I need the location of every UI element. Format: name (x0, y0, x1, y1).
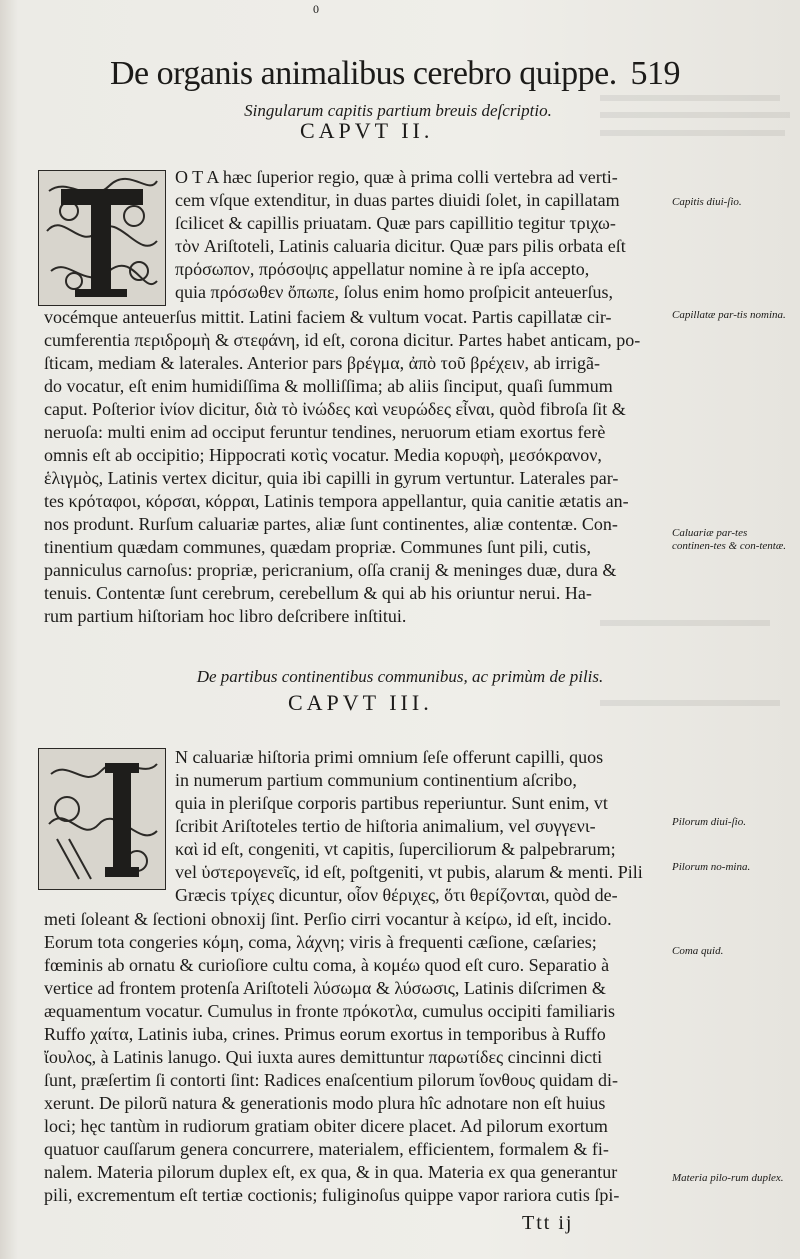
running-title: De organis animalibus cerebro quippe. (110, 55, 617, 92)
marginal-note: Coma quid. (672, 945, 724, 957)
chapter2-line: ſticam, mediam & laterales. Anterior pars βρέγμα, ἀπὸ τοῦ βρέχειν, ab irrigã- (44, 353, 600, 373)
chapter3-line: meti ſoleant & ſectioni obnoxij ſint. Perſio cirri vocantur à κείρω, id eſt, incido. (44, 909, 612, 929)
marginal-note: Capillatæ par-tis nomina. (672, 309, 786, 321)
chapter3-line: xerunt. De pilorũ natura & generationis modo plura hîc adnotare non eſt huius (44, 1093, 606, 1113)
chapter2-line: do vocatur, eſt enim humidiſſima & molliſſima; ab aliis ſinciput, quaſi ſummum (44, 376, 613, 396)
chapter3-line: loci; hęc tantùm in rudiorum gratiam obiter dicere placet. Ad pilorum exortum (44, 1116, 608, 1136)
chapter2-line: tinentium quædam communes, quædam propriæ. Communes ſunt pili, cutis, (44, 537, 591, 557)
chapter2-line: rum partium hiſtoriam hoc libro deſcribere inſtitui. (44, 606, 407, 626)
chapter3-line: in numerum partium communium continentium aſcribo, (175, 770, 577, 790)
chapter3-line: vel ὑστερογενεῖς, id eſt, poſtgeniti, vt pubis, alarum & menti. Pili (175, 862, 643, 882)
chapter3-line: æquamentum vocatur. Cumulus in fronte πρόκοτλα, cumulus occipiti familiaris (44, 1001, 616, 1021)
marginal-note: Pilorum no-mina. (672, 861, 751, 873)
chapter3-line: fœminis ab ornatu & curioſiore cultu coma, à κομέω quod eſt curo. Separatio à (44, 955, 610, 975)
decorated-initial-t (38, 170, 166, 306)
chapter2-line: cem vſque extenditur, in duas partes diuidi ſolet, in capillatam (175, 190, 620, 210)
chapter3-line: nalem. Materia pilorum duplex eſt, ex qua, & in qua. Materia ex qua generantur (44, 1162, 618, 1182)
chapter2-line: neruoſa: multi enim ad occiput feruntur tendines, neruorum etiam exortus ferè (44, 422, 606, 442)
chapter2-heading: CAPVT II. (300, 118, 434, 143)
chapter2-line: πρόσωπον, πρόσοψις appellatur nomine à re ipſa accepto, (175, 259, 590, 279)
chapter3-line: vertice ad frontem protenſa Ariſtoteli λύσωμα & λύσωσις, Latinis diſcrimen & (44, 978, 606, 998)
chapter2-line: τὸν Ariſtoteli, Latinis caluaria dicitur. Quæ pars pilis orbata eſt (175, 236, 626, 256)
chapter2-line: nos produnt. Rurſum caluariæ partes, aliæ ſunt continentes, aliæ contentæ. Con- (44, 514, 618, 534)
chapter2-line: ἑλιγμὸς, Latinis vertex dicitur, quia ibi capilli in gyrum vertuntur. Laterales par- (44, 468, 619, 488)
chapter2-subtitle: Singularum capitis partium breuis deſcriptio. (244, 101, 552, 120)
marginal-note: Caluariæ par-tes continen-tes & con-tentæ. (672, 527, 786, 552)
decorated-initial-i (38, 748, 166, 890)
page-number: 519 (630, 55, 680, 92)
ornament-initial-t-icon (39, 171, 165, 305)
chapter3-line: ἴουλος, à Latinis lanugo. Qui iuxta aures demittuntur παρωτίδες cincinni dicti (44, 1047, 603, 1067)
chapter2-line: O T A hæc ſuperior regio, quæ à prima colli vertebra ad verti- (175, 167, 618, 187)
chapter2-line: quia πρόσωθεν ὄπωπε, ſolus enim homo proſpicit anteuerſus, (175, 282, 613, 302)
top-mark: 0 (313, 2, 319, 16)
chapter3-line: Eorum tota congeries κόμη, coma, λάχνη; viris à frequenti cæſione, cæſaries; (44, 932, 597, 952)
chapter2-line: caput. Poſterior ἰνίον dicitur, διὰ τὸ ἰνώδες καὶ νευρώδες εἶναι, quòd fibroſa ſit & (44, 399, 626, 419)
chapter2-line: omnis eſt ab occipitio; Hippocrati κοτὶς vocatur. Media κορυφὴ, μεσόκρανον, (44, 445, 602, 465)
chapter3-line: καὶ id eſt, congeniti, vt capitis, ſuperciliorum & palpebrarum; (175, 839, 616, 859)
chapter3-line: ſcribit Ariſtoteles tertio de hiſtoria animalium, vel συγγενι- (175, 816, 596, 836)
chapter2-line: panniculus carnoſus: propriæ, pericranium, oſſa cranij & meninges duæ, dura & (44, 560, 617, 580)
chapter2-line: cumferentia περιδρομὴ & στεφάνη, id eſt, corona dicitur. Partes habet anticam, po- (44, 330, 641, 350)
chapter3-line: quatuor cauſſarum genera concurrere, materialem, efficientem, formalem & fi- (44, 1139, 609, 1159)
running-head (110, 55, 680, 93)
chapter3-line: N caluariæ hiſtoria primi omnium ſeſe offerunt capilli, quos (175, 747, 604, 767)
chapter2-line: ſcilicet & capillis priuatam. Quæ pars capillitio tegitur τριχω- (175, 213, 616, 233)
chapter3-subtitle: De partibus continentibus communibus, ac primùm de pilis. (196, 667, 604, 686)
marginal-note: Capitis diui-ſio. (672, 196, 742, 208)
chapter2-line: vocémque anteuerſus mittit. Latini faciem & vultum vocat. Partis capillatæ cir- (44, 307, 612, 327)
marginal-note: Pilorum diui-ſio. (672, 816, 746, 828)
marginal-note: Materia pilo-rum duplex. (672, 1172, 784, 1184)
chapter3-line: pili, excrementum eſt tertiæ coctionis; fuliginoſus quippe vapor rariora cutis ſpi- (44, 1185, 620, 1205)
chapter3-line: Græcis τρίχες dicuntur, οἷον θέριχες, ὅτι θερίζονται, quòd de- (175, 885, 618, 905)
chapter2-line: tenuis. Contentæ ſunt cerebrum, cerebellum & qui ab his oriuntur nerui. Ha- (44, 583, 592, 603)
chapter3-line: quia in pleriſque corporis partibus reperiuntur. Sunt enim, vt (175, 793, 608, 813)
chapter3-heading: CAPVT III. (288, 690, 433, 715)
chapter2-line: tes κρόταφοι, κόρσαι, κόρραι, Latinis tempora appellantur, quia canitie ætatis an- (44, 491, 629, 511)
chapter3-line: ſunt, præſertim ſi contorti ſint: Radices enaſcentium pilorum ἴονθους quidam di- (44, 1070, 619, 1090)
ornament-initial-i-icon (39, 749, 165, 889)
chapter3-line: Ruffo χαίτα, Latinis iuba, crines. Primus eorum exortus in temporibus à Ruffo (44, 1024, 606, 1044)
signature-mark: Ttt ij (522, 1212, 574, 1234)
